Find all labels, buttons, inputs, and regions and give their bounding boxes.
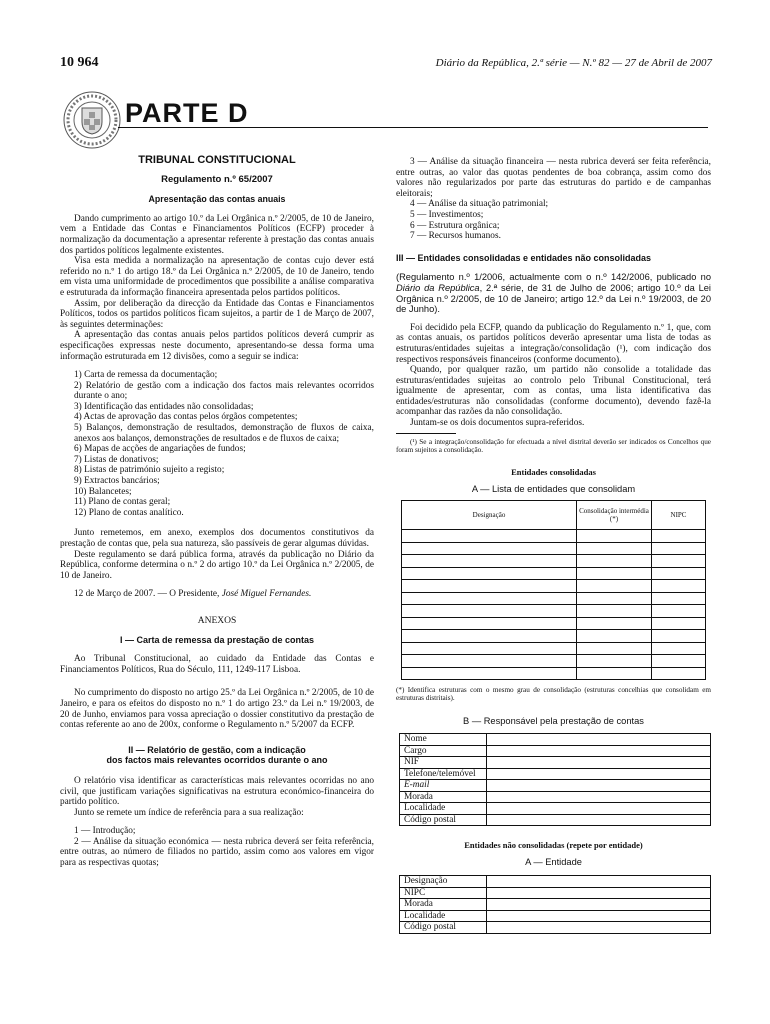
annex-2-heading-line-2: dos factos mais relevantes ocorridos durante o ano xyxy=(106,755,328,766)
column-header: Consolidação intermédia (*) xyxy=(577,501,652,530)
list-a-heading: A — Lista de entidades que consolidam xyxy=(471,483,636,494)
table-row xyxy=(402,592,706,605)
table-row xyxy=(402,617,706,630)
annex-3-heading: III — Entidades consolidadas e entidades não consolidadas xyxy=(396,252,652,263)
left-column xyxy=(60,155,374,869)
table-header-row xyxy=(402,501,706,530)
paragraph: Deste regulamento se dará pública forma, através da publicação no Diário da República, conforme determina o n.º 2 do artigo 10.º da Lei Orgânica n.º 2/2005, de 10 de Janeiro. xyxy=(60,549,374,581)
regulation-subject: Apresentação das contas anuais xyxy=(148,194,286,205)
paragraph: Ao Tribunal Constitucional, ao cuidado da Entidade das Contas e Financiamentos Políticos, Rua do Século, 111, 1249-117 Lisboa. xyxy=(60,654,374,675)
journal-header: Diário da República, 2.ª série — N.º 82 — 27 de Abril de 2007 xyxy=(435,57,712,69)
page-number: 10 964 xyxy=(60,55,99,70)
list-item: 2 — Análise da situação económica — nesta rubrica deverá ser feita referência, entre outras, ao número de filiados no partido, assim como aos valores em vigor para as respectivas quotas; xyxy=(60,836,374,869)
list-item: 12) Plano de contas analítico. xyxy=(74,507,184,518)
document-list xyxy=(60,370,374,518)
list-item: 11) Plano de contas geral; xyxy=(74,497,171,508)
paragraph: Dando cumprimento ao artigo 10.º da Lei Orgânica n.º 2/2005, de 10 de Janeiro, vem a Entidade das Contas e Financiamentos Políticos (ECFP) proceder à normalização da documentação a apresentar referente à prestação das contas anuais dos partidos políticos legalmente existentes. xyxy=(60,213,374,256)
table-row xyxy=(402,655,706,668)
list-item: 1 — Introdução; xyxy=(74,826,136,837)
table-row: Morada xyxy=(400,899,711,911)
list-item: 6) Mapas de acções de angariações de fundos; xyxy=(74,444,246,455)
entity-a-heading: A — Entidade xyxy=(525,856,582,867)
paragraph: Quando, por qualquer razão, um partido não consolide a totalidade das estruturas/entidades sujeitas ao controlo pelo Tribunal Constitucional, terá igualmente de apresentar, com as contas, uma lista identificativa das entidades/estruturas não consolidadas (conforme documento), devendo fazê-la acompanhar das razões da não consolidação. xyxy=(396,365,711,418)
table-row: Cargo xyxy=(400,745,711,757)
table-row xyxy=(402,630,706,643)
list-item: 10) Balancetes; xyxy=(74,486,132,497)
table-row xyxy=(402,542,706,555)
consolidated-entities-heading: Entidades consolidadas xyxy=(511,467,596,478)
list-item: 4 — Análise da situação patrimonial; xyxy=(410,199,549,210)
paragraph: Foi decidido pela ECFP, quando da publicação do Regulamento n.º 1, que, com as contas anuais, os partidos políticos deverão apresentar uma lista de todas as estruturas/entidades sujeitas a integração/consolidação (¹), com indicação dos respectivos responsáveis financeiros (conforme documento). xyxy=(396,322,711,365)
paragraph: Visa esta medida a normalização na apresentação de contas cujo dever está referido no n.º 1 do artigo 18.º da Lei Orgânica n.º 2/2005, de 10 de Janeiro, tendo em vista uma uniformidade de procedimentos que possibilite a análise comparativa e estruturada da informação financeira apresentada pelos partidos políticos. xyxy=(60,256,374,298)
header-divider xyxy=(118,127,708,128)
annex-3-reference: (Regulamento n.º 1/2006, actualmente com o n.º 142/2006, publicado no Diário da República, 2.ª série, de 31 de Julho de 2006; artigo 10.º da Lei Orgânica n.º 2/2005, de 10 de Janeiro; artigo 12.º da Lei n.º 19/2003, de 20 de Junho). xyxy=(396,272,711,315)
list-item: 5) Balanços, demonstração de resultados, demonstração de fluxos de caixa, anexos aos balanços, demonstrações de resultados e de fluxos de caixa; xyxy=(74,423,374,444)
table-row: Morada xyxy=(400,791,711,803)
entity-table xyxy=(399,875,711,934)
right-column xyxy=(396,157,711,934)
non-consolidated-heading: Entidades não consolidadas (repete por entidade) xyxy=(464,840,643,851)
annexes-heading: ANEXOS xyxy=(197,615,237,626)
table-row: Código postal xyxy=(400,814,711,826)
paragraph: Junto se remete um índice de referência para a sua realização: xyxy=(74,807,304,818)
paragraph: No cumprimento do disposto no artigo 25.º da Lei Orgânica n.º 2/2005, de 10 de Janeiro, e para os efeitos do disposto no n.º 1 do artigo 23.º da Lei n.º 19/2003, de 20 de Junho, enviamos para vossa apreciação o dossier constitutivo da prestação de contas referente ao ano de 200x, conforme o Regulamento n.º 5/2007 da ECFP. xyxy=(60,688,374,731)
list-item: 4) Actas de aprovação das contas pelos órgãos competentes; xyxy=(74,412,298,423)
table-row: Telefone/telemóvel xyxy=(400,768,711,780)
paragraph: Assim, por deliberação da direcção da Entidade das Contas e Financiamentos Políticos, todos os partidos políticos ficam sujeitos, a partir de 1 de Março de 2007, às seguintes determinações: xyxy=(60,298,374,330)
responsible-person-table xyxy=(399,733,711,826)
list-item: 8) Listas de património sujeito a registo; xyxy=(74,465,225,476)
list-item: 3) Identificação das entidades não consolidadas; xyxy=(74,401,254,412)
table-row xyxy=(402,667,706,680)
table-row: Código postal xyxy=(400,922,711,934)
signature-line: 12 de Março de 2007. — O Presidente, José Miguel Fernandes. xyxy=(74,589,312,600)
column-header: Designação xyxy=(402,501,577,530)
list-item: 9) Extractos bancários; xyxy=(74,476,160,487)
list-b-heading: B — Responsável pela prestação de contas xyxy=(463,715,644,726)
list-item: 7) Listas de donativos; xyxy=(74,454,159,465)
list-item: 6 — Estrutura orgânica; xyxy=(410,220,500,231)
consolidated-entities-table xyxy=(401,500,706,680)
annex-1-heading: I — Carta de remessa da prestação de contas xyxy=(119,634,315,645)
section-title: TRIBUNAL CONSTITUCIONAL xyxy=(138,154,296,166)
table-row xyxy=(402,555,706,568)
table-row xyxy=(402,567,706,580)
table-row: Localidade xyxy=(400,910,711,922)
paragraph: O relatório visa identificar as características mais relevantes ocorridas no ano civil, que justificam variações significativas na estrutura económico-financeira do partido político. xyxy=(60,775,374,808)
republic-emblem-icon xyxy=(62,90,122,150)
table-row: NIF xyxy=(400,757,711,769)
footnote: (¹) Se a integração/consolidação for efectuada a nível distrital deverão ser indicados os Concelhos que foram sujeitos a consolidação. xyxy=(396,437,711,454)
list-item: 5 — Investimentos; xyxy=(410,209,484,220)
table-row xyxy=(402,530,706,543)
table-footnote: (*) Identifica estruturas com o mesmo grau de consolidação (estruturas concelhias que consolidam em estruturas distritais). xyxy=(396,686,711,703)
table-row: Localidade xyxy=(400,803,711,815)
part-title: PARTE D xyxy=(125,98,249,128)
regulation-number: Regulamento n.º 65/2007 xyxy=(161,173,273,185)
list-item: 7 — Recursos humanos. xyxy=(410,231,501,242)
table-row: NIPC xyxy=(400,887,711,899)
table-row: Nome xyxy=(400,734,711,746)
table-row: Designação xyxy=(400,876,711,888)
table-row xyxy=(402,642,706,655)
table-row xyxy=(402,580,706,593)
annex-2-heading-line-1: II — Relatório de gestão, com a indicação xyxy=(128,744,306,755)
table-row xyxy=(402,605,706,618)
column-header: NIPC xyxy=(652,501,706,530)
paragraph: A apresentação das contas anuais pelos partidos políticos deverá cumprir as especificações expressas neste documento, apresentando-se dessa forma uma informação estruturada em 12 divisões, como a seguir se indica: xyxy=(60,330,374,362)
list-item: 1) Carta de remessa da documentação; xyxy=(74,370,218,381)
footnote-divider xyxy=(396,433,456,434)
list-item: 2) Relatório de gestão com a indicação dos factos mais relevantes ocorridos durante o ano; xyxy=(74,380,374,402)
table-row: E-mail xyxy=(400,780,711,792)
paragraph: Juntam-se os dois documentos supra-referidos. xyxy=(410,418,585,429)
paragraph: Junto remetemos, em anexo, exemplos dos documentos constitutivos da prestação de contas que, pela sua natureza, são passíveis de gerar algumas dúvidas. xyxy=(60,528,374,549)
paragraph: 3 — Análise da situação financeira — nesta rubrica deverá ser feita referência, entre outras, ao valor das quotas pendentes de boa cobrança, assim como dos valores não regularizados por parte das estruturas do partido e de campanhas eleitorais; xyxy=(396,157,711,199)
